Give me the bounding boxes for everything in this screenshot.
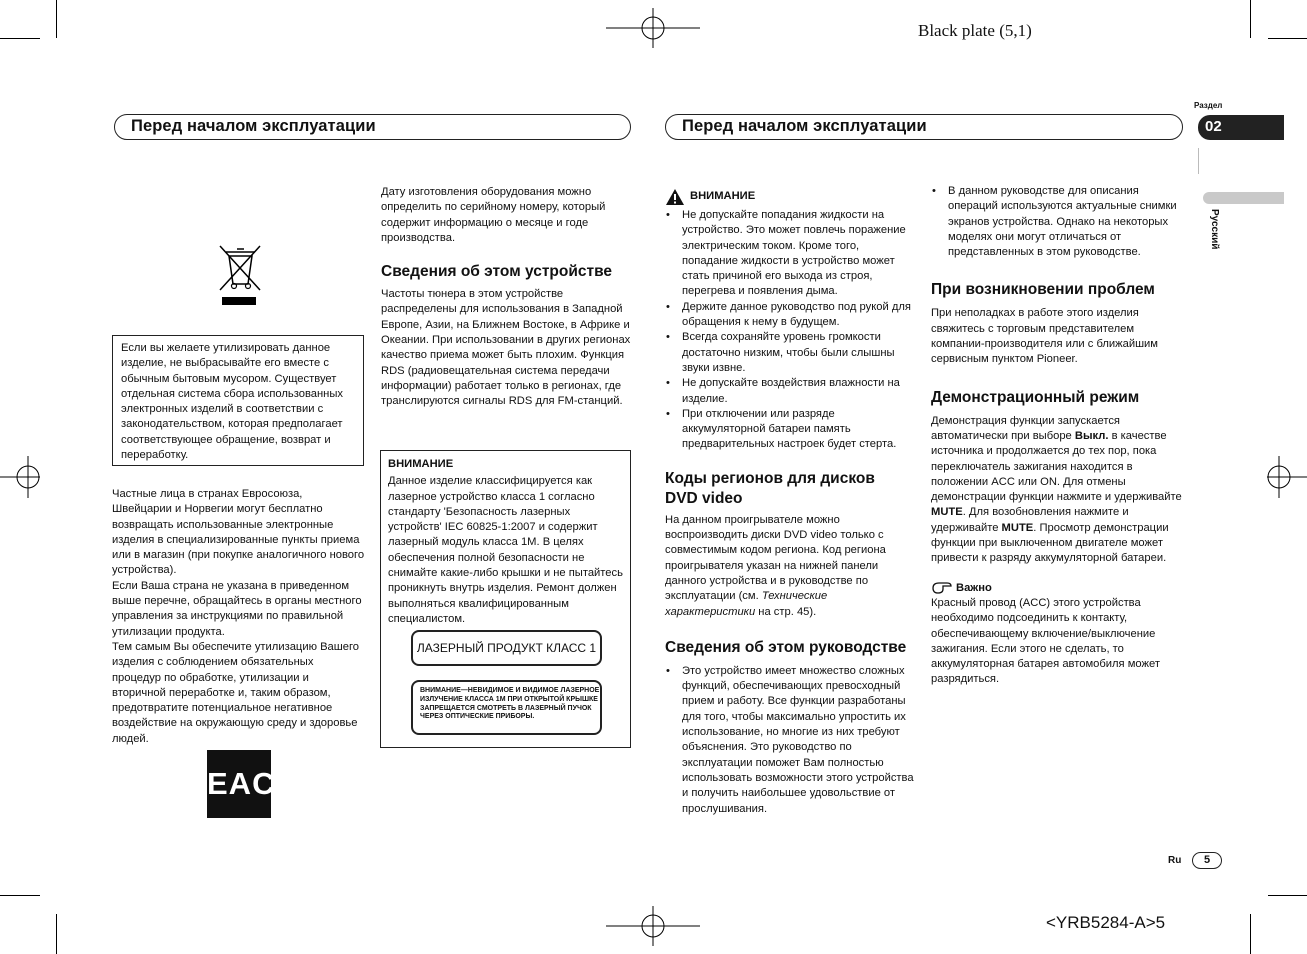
list-item: • Не допускайте воздействия влажности на изделие. xyxy=(665,376,915,407)
important-hand-icon xyxy=(931,581,953,595)
language-label: Русский xyxy=(1209,209,1220,250)
column-4 xyxy=(931,184,1183,688)
demo-mode-text xyxy=(931,414,1183,567)
manual-list xyxy=(665,664,915,817)
demo-text: . Для возобновления нажмите и удерживайте xyxy=(931,506,1129,534)
registration-target-icon xyxy=(606,8,700,48)
important-title: Важно xyxy=(956,581,992,594)
page-header-right: Перед началом эксплуатации xyxy=(665,114,1183,140)
about-device-text: Частоты тюнера в этом устройстве распределены для использования в Западной Европе, Азии, на Ближнем Востоке, в Африке и Океании. При использовании в других регионах качество приема может быть плохим. Функция RDS (радиовещательная система передачи информации) работает только в регионах, где транслируются сигналы RDS для FM-станций. xyxy=(381,288,631,408)
crossed-bin-icon xyxy=(218,244,262,308)
warning-title: ВНИМАНИЕ xyxy=(690,190,756,203)
demo-text: в качестве источника и продолжается до тех пор, пока переключатель зажигания находится в положении ACC или ON. Для отмены демонстрации функции нажмите и удерживайте xyxy=(931,429,1182,504)
list-item: • Это устройство имеет множество сложных функций, обеспечивающих превосходный прием и работу. Все функции разработаны для того, чтобы максимально упростить их использование, но многие из них требуют объяснения. Это руководство по эксплуатации поможет Вам полностью использовать возможности этого устройства и получить наибольшее удовольствие от прослушивания. xyxy=(665,664,915,817)
crop-mark xyxy=(1250,914,1251,954)
region-text: На данном проигрывателе можно воспроизводить диски DVD video только с совместимым кодом региона. Код региона проигрывателя указан на нижней панели данного устройства и в руководстве по эксплуатации (см. xyxy=(665,513,886,603)
laser-warning-line: ИЗЛУЧЕНИЕ КЛАССА 1M ПРИ ОТКРЫТОЙ КРЫШКЕ xyxy=(420,695,598,703)
about-manual-heading: Сведения об этом руководстве xyxy=(665,638,907,656)
section-label: Раздел xyxy=(1194,101,1223,110)
list-item: • Не допускайте попадания жидкости на устройство. Это может повлечь поражение электрическим током. Кроме того, попадание жидкости в устройство может стать причиной его выхода из строя, перегрева и появления дыма. xyxy=(665,208,915,300)
paragraph: Частные лица в странах Евросоюза, Швейцарии и Норвегии могут бесплатно возвращать использованные электронные изделия в специализированные пункты приема или в магазин (при покупке аналогичного нового устройства). xyxy=(112,488,365,577)
off-setting: Выкл. xyxy=(1074,429,1109,442)
eac-logo-text: EAC xyxy=(207,766,276,801)
section-number-tab: 02 xyxy=(1198,115,1284,140)
laser-warning-label xyxy=(411,680,602,735)
divider xyxy=(1198,148,1199,174)
language-tab xyxy=(1203,192,1284,204)
crop-mark xyxy=(1268,895,1307,896)
important-heading xyxy=(931,581,1183,596)
region-codes-heading xyxy=(665,469,915,509)
laser-warning-line: ЗАПРЕЩАЕТСЯ СМОТРЕТЬ В ЛАЗЕРНЫЙ ПУЧОК xyxy=(420,704,592,712)
plate-label: Black plate (5,1) xyxy=(918,21,1032,40)
laser-class-label xyxy=(411,630,602,666)
page-number-badge xyxy=(1192,852,1222,869)
crop-mark xyxy=(0,38,40,39)
important-text: Красный провод (ACC) этого устройства необходимо подсоединить к контакту, обеспечивающему включение/выключение зажигания. Если этого не сделать, то аккумуляторная батарея автомобиля может разрядиться. xyxy=(931,596,1160,686)
document-code: <YRB5284-A>5 xyxy=(1046,913,1166,932)
list-item: • В данном руководстве для описания операций используются актуальные снимки экранов устройства. Однако на некоторых моделях они могут отличаться от представленных в этом руководстве. xyxy=(931,184,1183,260)
manual-list-continued xyxy=(931,184,1183,260)
caution-title: ВНИМАНИЕ xyxy=(388,458,454,470)
crop-mark xyxy=(1268,38,1307,39)
weee-notice-box xyxy=(112,335,364,466)
troubleshooting-heading: При возникновении проблем xyxy=(931,281,1155,299)
column-2 xyxy=(381,185,631,410)
manufacture-date-text: Дату изготовления оборудования можно определить по серийному номеру, который содержит информацию о месяце и годе производства. xyxy=(381,186,606,244)
demo-mode-heading: Демонстрационный режим xyxy=(931,388,1140,406)
footer-lang-code: Ru xyxy=(1168,855,1182,866)
region-codes-heading-line: DVD video xyxy=(665,489,743,507)
laser-warning-line: ЧЕРЕЗ ОПТИЧЕСКИЕ ПРИБОРЫ. xyxy=(420,713,535,721)
registration-target-icon xyxy=(0,452,40,502)
list-item: • Держите данное руководство под рукой для обращения к нему в будущем. xyxy=(665,300,915,331)
region-codes-text xyxy=(665,513,915,620)
troubleshooting-text: При неполадках в работе этого изделия свяжитесь с торговым представителем компании-производителя или с ближайшим сервисным пунктом Pioneer. xyxy=(931,307,1158,366)
registration-target-icon xyxy=(606,906,700,946)
crop-mark xyxy=(0,895,40,896)
crop-mark xyxy=(1250,0,1251,38)
warning-list xyxy=(665,208,915,453)
mute-button-ref: MUTE xyxy=(1001,521,1034,534)
list-item: • При отключении или разряде аккумуляторной батареи память предварительных настроек будет стерта. xyxy=(665,407,915,453)
page-number: 5 xyxy=(1203,854,1211,866)
mute-button-ref: MUTE xyxy=(931,506,963,519)
paragraph: Если Ваша страна не указана в приведенном выше перечне, обращайтесь в органы местного управления за инструкциями по правильной утилизации продукта. xyxy=(112,579,362,638)
region-text-tail: на стр. 45). xyxy=(758,605,817,618)
paragraph: Тем самым Вы обеспечите утилизацию Вашего изделия с соблюдением обязательных процедур по обработке, утилизации и вторичной переработке и, таким образом, предотвратите потенциальное негативное воздействие на окружающую среду и здоровье людей. xyxy=(112,640,360,745)
demo-text: Демонстрация функции запускается автоматически при выборе xyxy=(931,414,1120,442)
demo-text: . Просмотр демонстрации функции при выключенном двигателе может привести к разряду аккумуляторной батареи. xyxy=(931,521,1169,565)
column-1 xyxy=(112,487,365,747)
page-header-left: Перед началом эксплуатации xyxy=(114,114,631,140)
crop-mark xyxy=(56,914,57,954)
registration-target-icon xyxy=(1267,452,1307,502)
laser-class-label-text: ЛАЗЕРНЫЙ ПРОДУКТ КЛАСС 1 xyxy=(416,641,597,655)
warning-triangle-icon xyxy=(665,188,685,206)
crop-mark xyxy=(56,0,57,38)
warning-heading xyxy=(665,188,915,206)
eac-logo xyxy=(207,750,276,818)
laser-warning-line: ВНИМАНИЕ—НЕВИДИМОЕ И ВИДИМОЕ ЛАЗЕРНОЕ xyxy=(420,687,600,694)
caution-text: Данное изделие классифицируется как лазерное устройство класса 1 согласно стандарту 'Безопасность лазерных устройств' IEC 60825-1:2007 и содержит лазерный модуль класса 1M. В целях обеспечения полной безопасности не снимайте какие-либо крышки и не пытайтесь проникнуть внутрь изделия. Ремонт должен выполняться квалифицированным специалистом. xyxy=(388,475,623,625)
weee-notice-text: Если вы желаете утилизировать данное изделие, не выбрасывайте его вместе с обычным бытовым мусором. Существует отдельная система сбора использованных электронных изделий в соответствии с законодательством, которая предполагает соответствующее обращение, возврат и переработку. xyxy=(121,342,343,462)
about-device-heading: Сведения об этом устройстве xyxy=(381,263,613,281)
list-item: • Всегда сохраняйте уровень громкости достаточно низким, чтобы были слышны звуки извне. xyxy=(665,330,915,376)
region-codes-heading-line: Коды регионов для дисков xyxy=(665,469,875,487)
spec-reference: Технические характеристики xyxy=(665,590,828,618)
column-3 xyxy=(665,188,915,817)
